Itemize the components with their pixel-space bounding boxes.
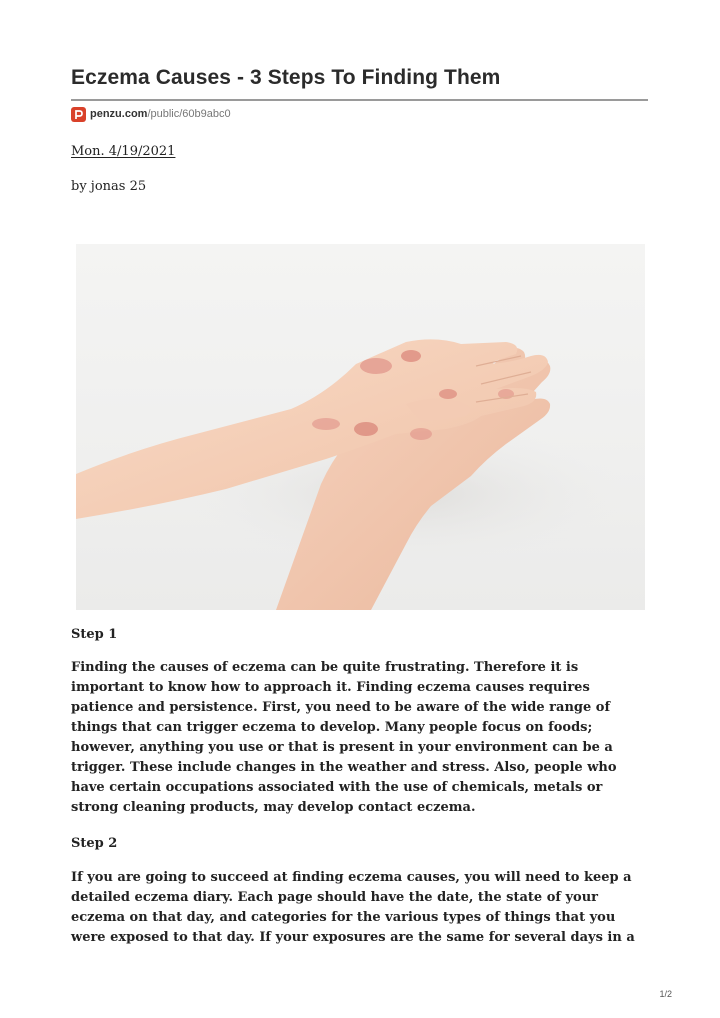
source-path: /public/60b9abc0 xyxy=(147,108,231,120)
source-line xyxy=(71,106,231,122)
text-line: trigger. These include changes in the weather and stress. Also, people who xyxy=(71,760,617,775)
text-line: Finding the causes of eczema can be quite frustrating. Therefore it is xyxy=(71,660,579,675)
text-line: eczema on that day, and categories for the various types of things that you xyxy=(71,910,616,925)
entry-author: by jonas 25 xyxy=(71,179,147,194)
page-number: 1/2 xyxy=(659,989,672,999)
text-line: were exposed to that day. If your exposures are the same for several days in a xyxy=(71,930,635,945)
text-line: things that can trigger eczema to develop. Many people focus on foods; xyxy=(71,720,593,735)
entry-date: Mon. 4/19/2021 xyxy=(71,144,176,159)
step-1-heading: Step 1 xyxy=(71,627,118,642)
text-line: patience and persistence. First, you need to be aware of the wide range of xyxy=(71,700,611,715)
text-line: however, anything you use or that is present in your environment can be a xyxy=(71,740,613,755)
page-title: Eczema Causes - 3 Steps To Finding Them xyxy=(71,66,501,89)
step-2-heading: Step 2 xyxy=(71,836,118,851)
title-divider xyxy=(71,99,648,101)
penzu-logo-icon xyxy=(71,107,86,122)
step-2-paragraph xyxy=(71,868,651,948)
text-line: strong cleaning products, may develop contact eczema. xyxy=(71,800,476,815)
step-1-paragraph xyxy=(71,658,651,818)
hands-with-eczema-photo xyxy=(76,244,645,610)
text-line: detailed eczema diary. Each page should have the date, the state of your xyxy=(71,890,599,905)
text-line: have certain occupations associated with the use of chemicals, metals or xyxy=(71,780,603,795)
source-domain-link[interactable]: penzu.com xyxy=(90,108,148,120)
text-line: important to know how to approach it. Finding eczema causes requires xyxy=(71,680,590,695)
text-line: If you are going to succeed at finding eczema causes, you will need to keep a xyxy=(71,870,632,885)
